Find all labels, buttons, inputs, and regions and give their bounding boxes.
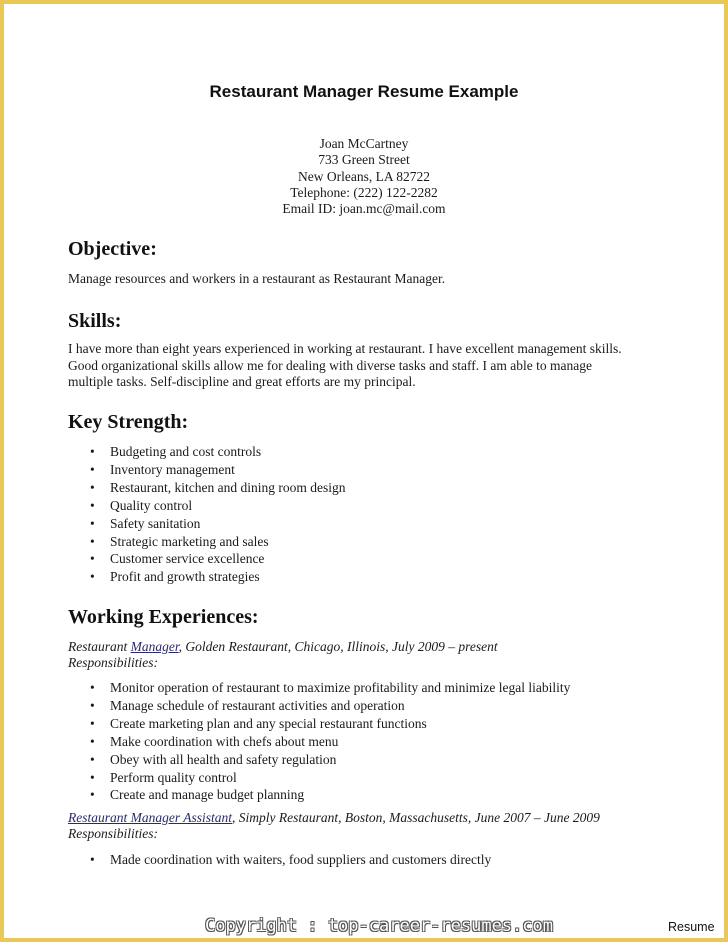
list-item: • Quality control [90,497,345,515]
document-title: Restaurant Manager Resume Example [209,82,519,101]
job-responsibilities-list [90,851,491,869]
resume-tag: Resume [668,920,715,934]
list-item: • Create marketing plan and any special restaurant functions [90,715,570,733]
skills-text [68,341,668,391]
list-item: • Budgeting and cost controls [90,443,345,461]
copyright-watermark: Copyright : top-career-resumes.com [205,916,553,936]
objective-heading: Objective: [68,238,157,260]
job-details: , Simply Restaurant, Boston, Massachusetts, June 2007 – June 2009 [232,810,600,825]
job-role-link[interactable]: Restaurant Manager Assistant [68,810,233,825]
key-strength-heading: Key Strength: [68,411,189,433]
objective-text [68,271,668,288]
list-item: • Obey with all health and safety regulation [90,751,570,769]
responsibilities-label: Responsibilities: [68,826,158,841]
objective-line: Manage resources and workers in a restaurant as Restaurant Manager. [68,271,446,286]
list-item: • Made coordination with waiters, food suppliers and customers directly [90,851,491,869]
job-details: , Golden Restaurant, Chicago, Illinois, July 2009 – present [178,639,498,654]
list-item: • Manage schedule of restaurant activities and operation [90,697,570,715]
job-role-prefix: Restaurant [68,639,131,654]
list-item: • Restaurant, kitchen and dining room design [90,479,345,497]
list-item: • Monitor operation of restaurant to maximize profitability and minimize legal liability [90,679,570,697]
list-item: • Customer service excellence [90,550,345,568]
list-item: • Make coordination with chefs about menu [90,733,570,751]
experience-heading: Working Experiences: [68,606,259,628]
contact-city: New Orleans, LA 82722 [298,168,430,184]
job-responsibilities-list [90,679,570,804]
list-item: • Safety sanitation [90,515,345,533]
list-item: • Perform quality control [90,769,570,787]
skills-line: Good organizational skills allow me for dealing with diverse tasks and staff. I am able to manage [68,357,592,373]
job-title-line [68,639,498,655]
job-role-link[interactable]: Manager [130,639,179,654]
skills-line: multiple tasks. Self-discipline and great efforts are my principal. [68,374,416,389]
list-item: • Strategic marketing and sales [90,533,345,551]
skills-heading: Skills: [68,310,122,332]
responsibilities-label: Responsibilities: [68,655,158,670]
list-item: • Profit and growth strategies [90,568,345,586]
contact-telephone: Telephone: (222) 122-2282 [290,184,438,200]
contact-email: Email ID: joan.mc@mail.com [282,201,446,217]
list-item: • Create and manage budget planning [90,786,570,804]
list-item: • Inventory management [90,461,345,479]
key-strength-list [90,443,345,586]
contact-street: 733 Green Street [318,152,410,168]
job-title-line [68,810,600,826]
contact-name: Joan McCartney [319,136,409,151]
contact-block [0,136,728,217]
skills-line: I have more than eight years experienced in working at restaurant. I have excellent management skills. [68,341,622,356]
